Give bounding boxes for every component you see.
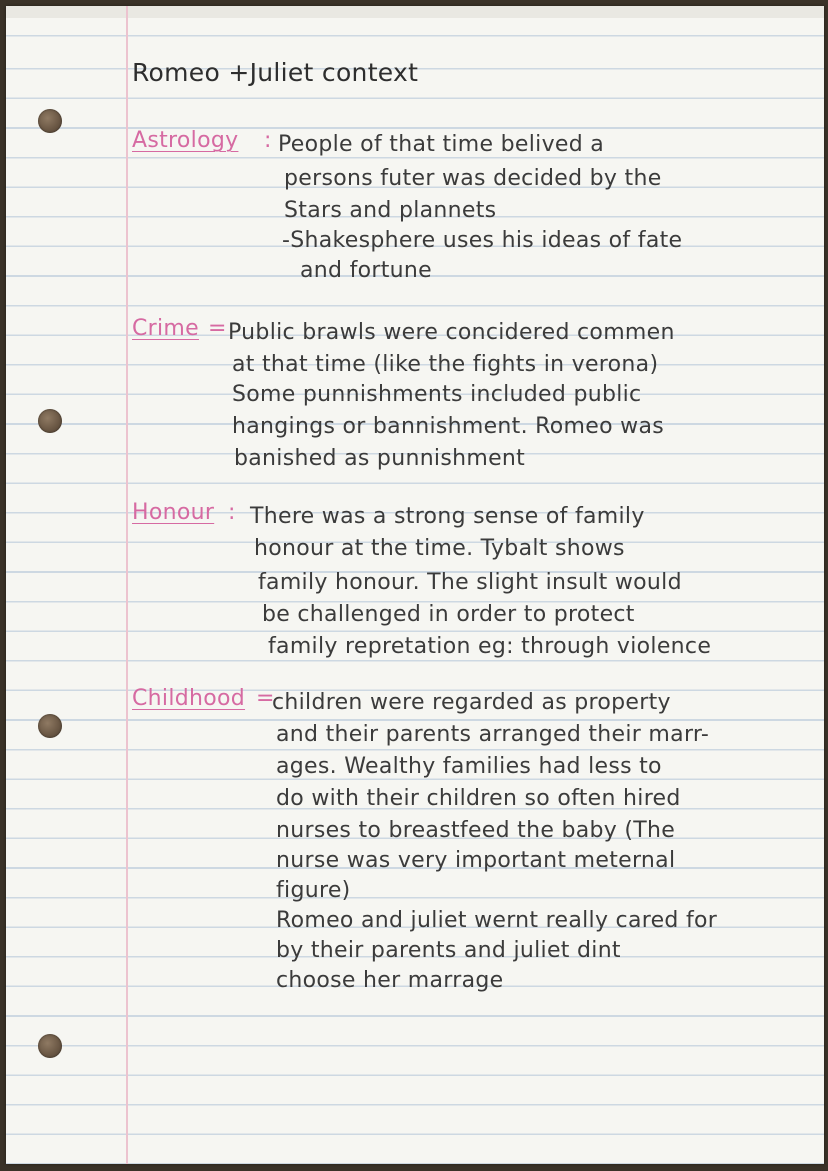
childhood-line: nurses to breastfeed the baby (The [276,818,676,843]
childhood-line: choose her marrage [276,968,504,993]
honour-line: be challenged in order to protect [262,602,635,627]
crime-line: Public brawls were concidered commen [228,320,675,345]
astrology-line: -Shakesphere uses his ideas of fate [282,228,683,253]
honour-line: family repretation eg: through violence [268,634,712,659]
childhood-line: by their parents and juliet dint [276,938,621,963]
crime-line: banished as punnishment [234,446,526,471]
punch-hole [38,409,62,433]
section-heading-crime: Crime [132,316,199,341]
childhood-line: ages. Wealthy families had less to [276,754,662,779]
honour-line: honour at the time. Tybalt shows [254,536,625,561]
heading-separator: = [208,316,227,341]
astrology-line: Stars and plannets [284,198,497,223]
punch-hole [38,714,62,738]
childhood-line: figure) [276,878,351,903]
crime-line: hangings or bannishment. Romeo was [232,414,664,439]
astrology-line: and fortune [300,258,432,283]
margin-line [126,6,128,1164]
heading-separator: : [264,128,272,153]
section-heading-honour: Honour [132,500,215,525]
crime-line: at that time (like the fights in verona) [232,352,659,377]
page-top-band [6,6,824,18]
heading-separator: : [228,500,236,525]
punch-hole [38,1034,62,1058]
crime-line: Some punnishments included public [232,382,642,407]
astrology-line: People of that time belived a [278,132,605,157]
childhood-line: Romeo and juliet wernt really cared for [276,908,718,933]
notebook-page [6,6,824,1164]
section-heading-childhood: Childhood [132,686,246,711]
astrology-line: persons futer was decided by the [284,166,662,191]
childhood-line: and their parents arranged their marr- [276,722,710,747]
honour-line: There was a strong sense of family [250,504,645,529]
page-title: Romeo +Juliet context [132,58,419,87]
honour-line: family honour. The slight insult would [258,570,682,595]
section-heading-astrology: Astrology [132,128,239,153]
heading-separator: = [256,686,275,711]
punch-hole [38,109,62,133]
childhood-line: do with their children so often hired [276,786,681,811]
childhood-line: nurse was very important meternal [276,848,676,873]
childhood-line: children were regarded as property [272,690,671,715]
